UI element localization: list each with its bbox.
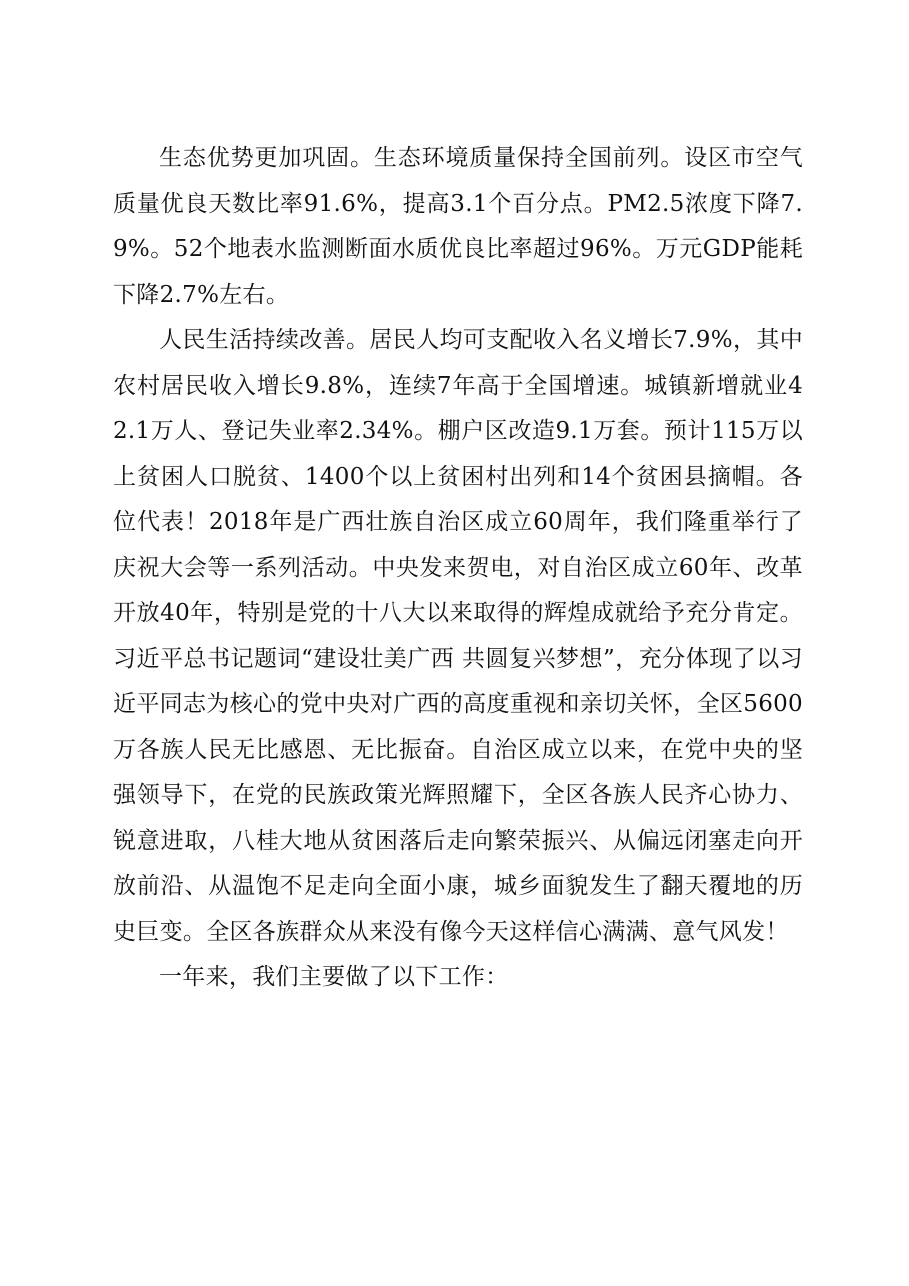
document-body [113, 136, 803, 1001]
paragraph-ecology: 生态优势更加巩固。生态环境质量保持全国前列。设区市空气质量优良天数比率91.6%，提高3.1个百分点。PM2.5浓度下降7.9%。52个地表水监测断面水质优良比率超过96%。万元GDP能耗下降2.7%左右。 [113, 145, 803, 308]
paragraph-livelihood: 人民生活持续改善。居民人均可支配收入名义增长7.9%，其中农村居民收入增长9.8%，连续7年高于全国增速。城镇新增就业42.1万人、登记失业率2.34%。棚户区改造9.1万套。预计115万以上贫困人口脱贫、1400个以上贫困村出列和14个贫困县摘帽。各位代表！2018年是广西壮族自治区成立60周年，我们隆重举行了庆祝大会等一系列活动。中央发来贺电，对自治区成立60年、改革开放40年，特别是党的十八大以来取得的辉煌成就给予充分肯定。习近平总书记题词“建设壮美广西 共圆复兴梦想”，充分体现了以习近平同志为核心的党中央对广西的高度重视和亲切关怀，全区5600万各族人民无比感恩、无比振奋。自治区成立以来，在党中央的坚强领导下，在党的民族政策光辉照耀下，全区各族人民齐心协力、锐意进取，八桂大地从贫困落后走向繁荣振兴、从偏远闭塞走向开放前沿、从温饱不足走向全面小康，城乡面貌发生了翻天覆地的历史巨变。全区各族群众从来没有像今天这样信心满满、意气风发！ [113, 327, 803, 945]
paragraph-work-intro: 一年来，我们主要做了以下工作： [159, 964, 509, 990]
